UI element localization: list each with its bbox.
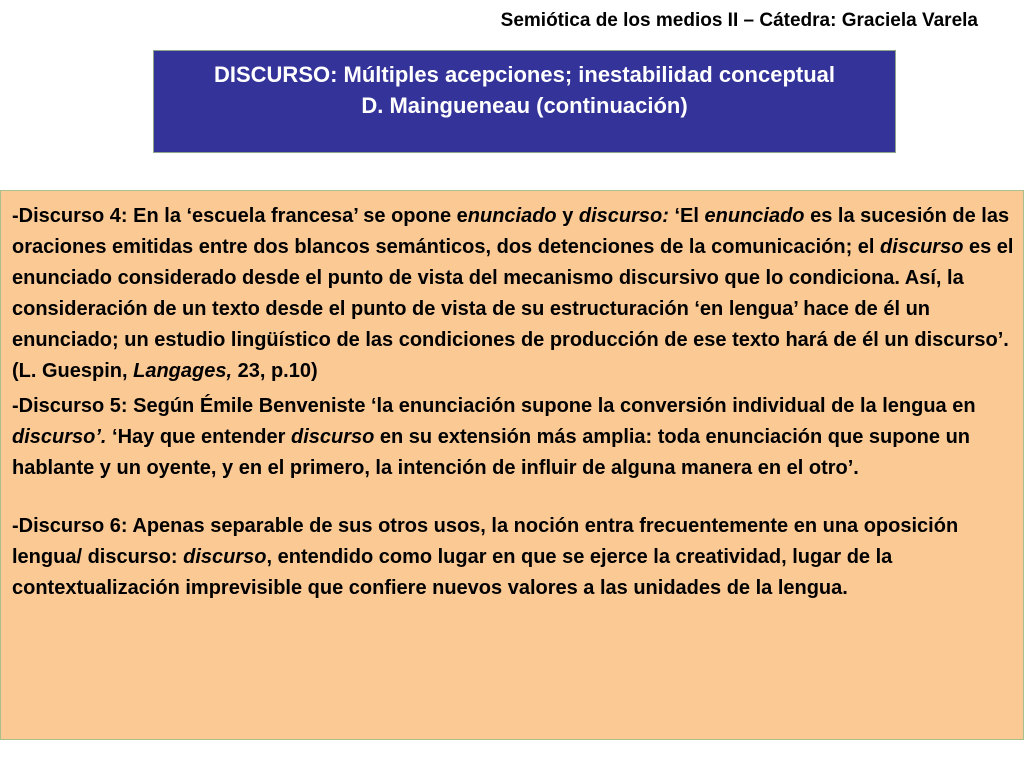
text-run: y [556, 205, 579, 227]
italic-term: discurso [880, 236, 964, 258]
title-box [153, 50, 896, 153]
text-run: es la sucesión de las oraciones emitidas entre dos blancos semánticos, dos detenciones de la comunicación; el [12, 205, 1010, 258]
text-run: -Discurso 4: En la ‘escuela francesa’ se opone e [12, 205, 468, 227]
paragraph-discurso-6 [12, 511, 1015, 604]
text-run: es el enunciado considerado desde el punto de vista del mecanismo discursivo que lo condiciona. Así, la consideración de un texto desde el punto de vista de su estructuración ‘en lengua’ hace de él un enunciado; un estudio lingüístico de las condiciones de producción de ese texto hará de él un discurso’. (L. Guespin, [12, 236, 1014, 382]
italic-term: nunciado [467, 205, 557, 227]
italic-term: discurso’. [12, 426, 107, 448]
text-run: en su extensión más amplia: toda enunciación que supone un hablante y un oyente, y en el primero, la intención de influir de alguna manera en el otro’. [12, 426, 971, 479]
text-run: -Discurso 6: Apenas separable de sus otros usos, la noción entra frecuentemente en una oposición lengua/ discurso: [12, 515, 959, 568]
italic-term: enunciado [704, 205, 805, 227]
paragraph-discurso-5 [12, 391, 1015, 484]
italic-term: discurso [290, 426, 375, 448]
content-box [0, 190, 1024, 740]
text-run: ‘Hay que entender [106, 426, 291, 448]
text-run: -Discurso 5: Según Émile Benveniste ‘la enunciación supone la conversión individual de la lengua en [12, 395, 976, 417]
course-header: Semiótica de los medios II – Cátedra: Graciela Varela [500, 10, 978, 31]
text-run: ‘El [668, 205, 705, 227]
italic-term: discurso [183, 546, 267, 568]
text-run: 23, p.10) [232, 360, 318, 382]
title-line-1: DISCURSO: Múltiples acepciones; inestabilidad conceptual [213, 62, 835, 87]
italic-term: Langages, [133, 360, 233, 382]
italic-term: discurso: [578, 205, 669, 227]
text-run: , entendido como lugar en que se ejerce la creatividad, lugar de la contextualización imprevisible que confiere nuevos valores a las unidades de la lengua. [12, 546, 893, 599]
paragraph-discurso-4 [12, 201, 1015, 387]
title-line-2: D. Maingueneau (continuación) [361, 93, 688, 118]
